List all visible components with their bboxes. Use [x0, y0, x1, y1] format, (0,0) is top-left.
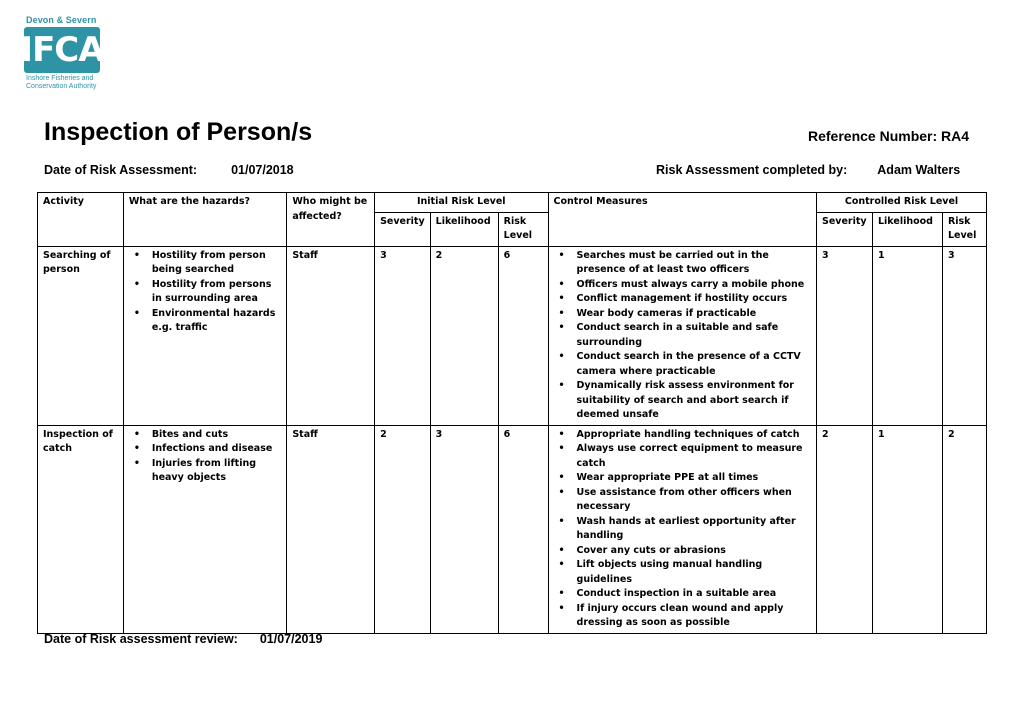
initial-severity-cell: 3 [375, 246, 431, 425]
controlled-severity-cell: 2 [817, 425, 873, 633]
assessment-date-value: 01/07/2018 [231, 163, 294, 177]
header-initial-severity: Severity [375, 212, 431, 246]
review-date-label: Date of Risk assessment review: [44, 632, 238, 646]
list-item: • Wash hands at earliest opportunity after handling [577, 515, 811, 544]
logo-top-text: Devon & Severn [26, 15, 97, 25]
list-item: • Conduct search in a suitable and safe surrounding [577, 321, 811, 350]
list-item: • Environmental hazards e.g. traffic [152, 307, 282, 336]
who-cell: Staff [287, 246, 375, 425]
control-measures-cell [548, 246, 816, 425]
ifca-logo [20, 15, 104, 91]
initial-likelihood-cell: 2 [430, 246, 498, 425]
header-control-measures: Control Measures [548, 193, 816, 247]
list-item: • Conduct inspection in a suitable area [577, 587, 811, 602]
review-date [44, 632, 322, 646]
logo-subtitle-line2: Conservation Authority [26, 83, 97, 90]
list-item: • Use assistance from other officers when necessary [577, 486, 811, 515]
reference-number: Reference Number: RA4 [808, 128, 970, 144]
who-cell: Staff [287, 425, 375, 633]
header-who: Who might be affected? [287, 193, 375, 247]
hazards-list [129, 428, 282, 486]
initial-severity-cell: 2 [375, 425, 431, 633]
completed-by-label: Risk Assessment completed by: [656, 163, 848, 177]
header-controlled-severity: Severity [817, 212, 873, 246]
list-item: • Bites and cuts [152, 428, 282, 443]
logo-subtitle [26, 75, 102, 91]
list-item: • If injury occurs clean wound and apply dressing as soon as possible [577, 602, 811, 631]
header-initial-likelihood: Likelihood [430, 212, 498, 246]
completed-by-value: Adam Walters [877, 163, 961, 177]
list-item: • Dynamically risk assess environment for suitability of search and abort search if deemed unsafe [577, 379, 811, 423]
hazards-list [129, 249, 282, 336]
controlled-severity-cell: 3 [817, 246, 873, 425]
logo-subtitle-line1: Inshore Fisheries and [26, 75, 94, 82]
logo-mark-box [20, 27, 104, 73]
list-item: • Conduct search in the presence of a CCTV camera where practicable [577, 350, 811, 379]
hazards-cell [123, 425, 287, 633]
header-initial-risk-level: Risk Level [498, 212, 548, 246]
activity-cell: Inspection of catch [38, 425, 124, 633]
list-item: • Infections and disease [152, 442, 282, 457]
header-initial-risk: Initial Risk Level [375, 193, 548, 213]
controlled-risk-cell: 3 [942, 246, 986, 425]
activity-cell: Searching of person [38, 246, 124, 425]
hazards-cell [123, 246, 287, 425]
controlled-risk-cell: 2 [942, 425, 986, 633]
list-item: • Injuries from lifting heavy objects [152, 457, 282, 486]
controlled-likelihood-cell: 1 [873, 246, 943, 425]
control-measures-list [554, 428, 811, 631]
list-item: • Hostility from person being searched [152, 249, 282, 278]
table-row [38, 246, 987, 425]
list-item: • Lift objects using manual handling guidelines [577, 558, 811, 587]
initial-likelihood-cell: 3 [430, 425, 498, 633]
list-item: • Conflict management if hostility occurs [577, 292, 811, 307]
list-item: • Searches must be carried out in the presence of at least two officers [577, 249, 811, 278]
initial-risk-cell: 6 [498, 425, 548, 633]
header-controlled-risk: Controlled Risk Level [817, 193, 987, 213]
list-item: • Hostility from persons in surrounding area [152, 278, 282, 307]
list-item: • Wear appropriate PPE at all times [577, 471, 811, 486]
controlled-likelihood-cell: 1 [873, 425, 943, 633]
header-controlled-likelihood: Likelihood [873, 212, 943, 246]
header-row-1 [38, 193, 987, 213]
logo-mark: IFCA [20, 30, 104, 70]
list-item: • Always use correct equipment to measure catch [577, 442, 811, 471]
list-item: • Officers must always carry a mobile phone [577, 278, 811, 293]
list-item: • Cover any cuts or abrasions [577, 544, 811, 559]
control-measures-cell [548, 425, 816, 633]
assessment-date-label: Date of Risk Assessment: [44, 163, 198, 177]
header-controlled-risk-level: Risk Level [942, 212, 986, 246]
initial-risk-cell: 6 [498, 246, 548, 425]
header-activity: Activity [38, 193, 124, 247]
list-item: • Appropriate handling techniques of catch [577, 428, 811, 443]
page-title: Inspection of Person/s [44, 118, 313, 146]
review-date-value: 01/07/2019 [259, 632, 323, 646]
table-row [38, 425, 987, 633]
header-hazards: What are the hazards? [123, 193, 287, 247]
completed-by [656, 163, 960, 177]
risk-assessment-table [37, 192, 987, 634]
list-item: • Wear body cameras if practicable [577, 307, 811, 322]
assessment-date [44, 163, 294, 177]
control-measures-list [554, 249, 811, 423]
